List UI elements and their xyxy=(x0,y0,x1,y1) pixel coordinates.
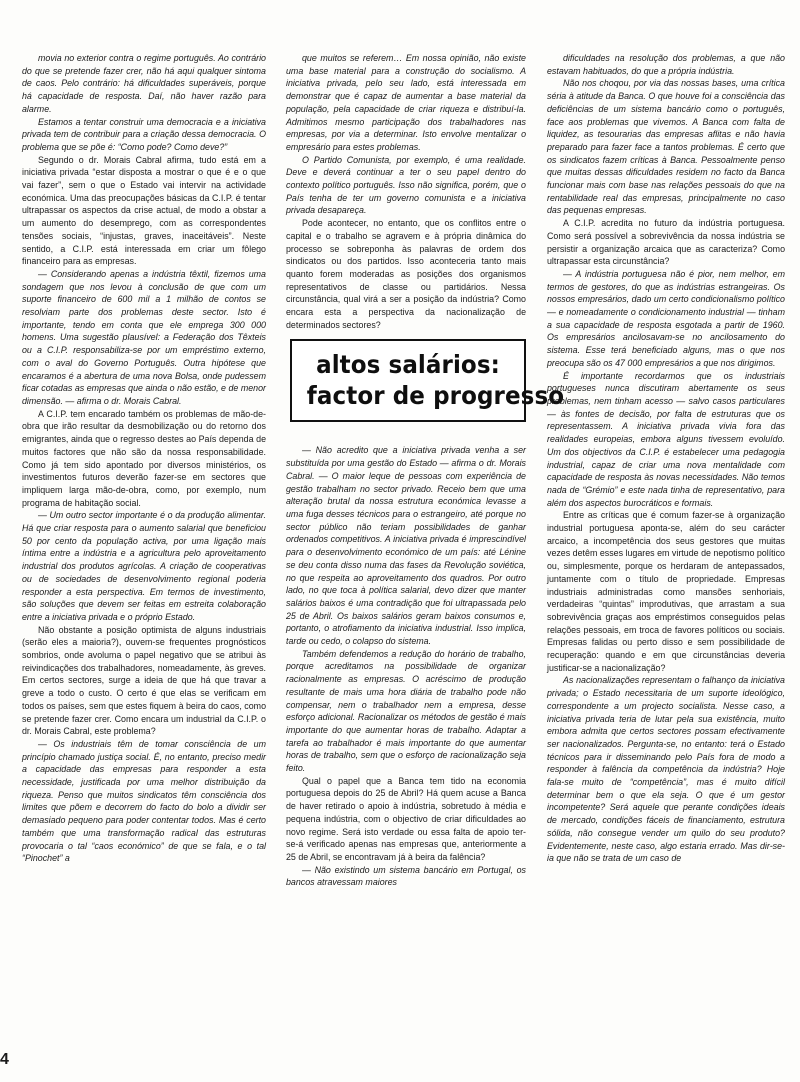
paragraph: — Um outro sector importante é o da produção alimentar. Há que criar resposta para o aumento salarial que beneficiou 50 por cento da população activa, por uma ligação mais íntima entre a indústria e a agricultura pelo aproveitamento industrial dos produtos agrícolas. A criação de cooperativas ou de sociedades de desenvolvimento regional poderia responder a esta perspectiva. Em termos de investimento, são soluções que devem ser feitas em estreita colaboração entre a iniciativa privada e o próprio Estado. xyxy=(22,510,266,622)
paragraph: — Não acredito que a iniciativa privada venha a ser substituída por uma gestão do Estado — afirma o dr. Morais Cabral. — O maior leque de pessoas com experiência de gestão trabalham no sector privado. Receio bem que uma alteração brutal da nossa estrutura económica levasse a uma fuga desses técnicos para o estrangeiro, até porque no sector público não teriam possibilidades de ganhar ordenados competitivos. A iniciativa privada é imprescindível para o desenvolvimento económico de um país: até Lénine se deu conta disso numa das fases da Revolução soviética, no que respeita ao aproveitamento dos quadros. Por outro lado, no que toca à política salarial, devo dizer que manter salários baixos é uma contradição que foi ultrapassada pelo 25 de Abril. Os baixos salários geram baixos consumos e, portanto, o atrofiamento da iniciativa industrial. Isso implica, tarde ou cedo, o colapso do sistema. xyxy=(286,445,526,647)
paragraph: dificuldades na resolução dos problemas, a que não estavam habituados, do que a própria indústria. xyxy=(547,53,785,76)
paragraph: — Considerando apenas a indústria têxtil, fizemos uma sondagem que nos levou à conclusão de que com um suporte financeiro de 600 mil a 1 milhão de contos se resolviam parte dos problemas deste sector. Isto é importante, tendo em conta que ele emprega 300 000 homens. Uma sugestão plausível: a Federação dos Têxteis ou a C.I.P. responsabiliza-se por um empréstimo externo, com o aval do Governo Português. Outra hipótese que encaramos é a abertura de uma nova Bolsa, onde pudessem ficar cotadas as empresas que ainda o não estão, e de menor dimensão. — afirma o dr. Morais Cabral. xyxy=(22,268,266,406)
paragraph: — Os industriais têm de tomar consciência de um princípio chamado justiça social. É, no entanto, preciso medir a capacidade das empresas para responder a esta necessidade, justificada por uma melhor distribuição da riqueza. Penso que muitos sindicatos têm consciência dos limites que põem e decorrem do facto do bolo a dividir ser demasiado pequeno para poder contentar todos. Mas é certo também que uma transformação radical das estruturas provocaria o tal “caos económico” de que se fala, e o tal “Pinochet” a xyxy=(22,738,266,864)
paragraph: Também defendemos a redução do horário de trabalho, porque acreditamos na possibilidade de organizar racionalmente as empresas. O acréscimo de produção resultante de mais uma hora diária de trabalho pode não compensar, nem o trabalhador nem a empresa, desse esforço adicional. Racionalizar os métodos de gestão é mais importante do que aumentar horas de trabalho. Adaptar a tarefa ao trabalhador é mais importante do que aumentar horas de trabalho, sem que o esforço de racionalização seja feito. xyxy=(286,648,526,774)
paragraph: — Não existindo um sistema bancário em Portugal, os bancos atravessam maiores xyxy=(286,864,526,888)
paragraph: O Partido Comunista, por exemplo, é uma realidade. Deve e deverá continuar a ter o seu papel dentro do contexto político português. Isso não significa, porém, que o País tenha de ter um governo comunista e a iniciativa privada desapareça. xyxy=(286,154,526,216)
article-column-3 xyxy=(547,52,785,1062)
headline-line-2: factor de progresso xyxy=(306,381,565,411)
paragraph: — A indústria portuguesa não é pior, nem melhor, em termos de gestores, do que as indústrias estrangeiras. Os nossos empresários, dado um certo condicionalismo político — e nomeadamente o condicionamento industrial — tinham a sua capacidade de resposta esgotada a partir de 1960. Os empresários ancilosavam-se no ancilosamento do sistema. Esse terá beneficiado alguns, mas o que nos preocupa são os 47 000 empresários a que nos dirigimos. xyxy=(547,268,785,368)
paragraph: É importante recordarmos que os industriais portugueses nunca discutiram abertamente os seus problemas, nem tinham acesso — salvo casos particulares — às fontes de decisão, por falta de estruturas que os representassem. A iniciativa privada vivia fora das realidades europeias, embora alguns tivessem evoluído. Um dos objectivos da C.I.P. é estabelecer uma pedagogia industrial, capaz de criar uma nova mentalidade com capacidade de resposta às novas necessidades. Não temos nada de “Grémio” e este nada tinha de representativo, para além dos aspectos burocráticos e formais. xyxy=(547,370,785,508)
page-number: 4 xyxy=(0,1051,9,1068)
paragraph: As nacionalizações representam o falhanço da iniciativa privada; o Estado necessitaria de um suporte ideológico, correspondente a um projecto socialista. Nesse caso, a iniciativa privada teria de lutar pela sua existência, muito embora admita que certos sectores possam efectivamente ser nacionalizados. Pergunta-se, no entanto: terá o Estado técnicos para ir disseminando pelo País fora de modo a responder à falência da competência da indústria? Hoje fala-se muito de “competência”, mas é muito difícil determinar bem o que ela seja. O que é um gestor incompetente? Será aquele que perante condições ideais de mercado, condições fáceis de financiamento, estrutura sólida, não consegue vender um quilo do seu produto? Evidentemente, neste caso, algo estaria errado. Mas dir-se-ia que não se trata de um caso de xyxy=(547,675,785,864)
paragraph: A C.I.P. acredita no futuro da indústria portuguesa. Como será possível a sobrevivência da nossa indústria se persistir a organização arcaica que as caracteriza? Como ultrapassar esta circunstância? xyxy=(547,218,785,267)
headline-box xyxy=(290,339,565,422)
paragraph: Não obstante a posição optimista de alguns industriais (serão eles a maioria?), ouvem-se frequentes prognósticos sombrios, onde avoluma o papel negativo que se atribui às reivindicações dos trabalhadores, nomeadamente, às greves. Em certos sectores, surge a ideia de que há que travar a greve a todo o custo. O certo é que elas se verificam em todos os países, sem que estes fiquem à beira do caos, como se pretende fazer crer. Como encara um industrial da C.I.P. o dr. Morais Cabral, este problema? xyxy=(22,624,266,737)
column-2-lower-text xyxy=(286,444,526,889)
paragraph: que muitos se referem… Em nossa opinião, não existe uma base material para a construção do socialismo. A iniciativa privada, pelo seu lado, está interessada em demonstrar que é capaz de aumentar a base material da população, pela capacidade de criar riqueza e distribuí-la. Admitimos mesmo participação dos trabalhadores nas empresas, por via a determinar. Isto envolve mentalizar o empresário para estes problemas. xyxy=(286,53,526,152)
article-column-1 xyxy=(22,52,266,1062)
article-column-2 xyxy=(286,52,565,1062)
paragraph: Estamos a tentar construir uma democracia e a iniciativa privada tem de contribuir para a criação dessa democracia. O problema que se põe é: “Como pode? Como deve?” xyxy=(22,116,266,152)
paragraph: Entre as críticas que é comum fazer-se à organização industrial portuguesa aponta-se, além do seu carácter arcaico, a incompetência dos seus gestores que muitas vezes detêm esses lugares em virtude de nepotismo político ou, simplesmente, porque os herdaram de antepassados, juntamente com o título de propriedade. Empresas industriais administradas como mansões senhoriais, verdadeiras “quintas” improdutivas, que arrastam a sua sobrevivência graças aos empréstimos conseguidos pelas relações pessoais, em troca de favores políticos ou sociais. Empresas falidas ou perto disso e sem possibilidade de recuperação: quando e em que circunstâncias deveria justificar-se a nacionalização? xyxy=(547,510,785,673)
paragraph: Segundo o dr. Morais Cabral afirma, tudo está em a iniciativa privada “estar disposta a mostrar o que é e o que vai fazer”, sem o que o Estado vai intervir na actividade económica. Uma das preocupações básicas da C.I.P. é tentar ultrapassar os aspectos da crise actual, de modo a obstar a um aumento do desemprego, com as correspondentes tensões sociais, “injustas, graves, inaceitáveis”. Neste sentido, a C.I.P. está interessada em criar um fôlego financeiro para as empresas. xyxy=(22,154,266,267)
paragraph: Não nos choqou, por via das nossas bases, uma crítica séria à atitude da Banca. O que houve foi a consciência das deficiências de um sistema bancário como o português, face aos problemas que vivemos. A Banca com falta de liquidez, as tesourarias das empresas aflitas e não havia preparado para fazer face a tantos problemas. É certo que os sindicatos fazem críticas à Banca. Pessoalmente penso que muitas dessas dificuldades residem no facto da Banca funcionar mais com base nas relações pessoais do que na rentabilidade real das empresas, principalmente no caso das pequenas empresas. xyxy=(547,78,785,216)
paragraph: Pode acontecer, no entanto, que os conflitos entre o capital e o trabalho se agravem e à própria dinâmica do processo se sobreponha às palavras de ordem dos sindicatos ou dos partidos. Isso aconteceria tanto mais quanto forem moderadas as posições dos organismos representativos de classe ou partidários. Nessa circunstância, qual virá a ser a posição da indústria? Como encara esta a perspectiva da nacionalização de determinados sectores? xyxy=(286,218,526,330)
column-2-upper-text xyxy=(286,52,526,331)
paragraph: Qual o papel que a Banca tem tido na economia portuguesa depois do 25 de Abril? Há quem acuse a Banca de haver retirado o apoio à indústria, sobretudo à média e pequena indústria, com o objectivo de criar dificuldades ao novo regime. Será isto verdade ou essa falta de apoio ter-se-á verificado apenas nas empresas que, anteriormente a 25 de Abril, se encontravam já à beira da falência? xyxy=(286,775,526,862)
paragraph: movia no exterior contra o regime português. Ao contrário do que se pretende fazer crer, não há aqui qualquer sintoma de caos. Pelo contrário: há dificuldades superáveis, porque há capacidade de resposta. Daí, não haver razão para alarme. xyxy=(22,53,266,114)
paragraph: A C.I.P. tem encarado também os problemas de mão-de-obra que irão resultar da desmobilização ou do retorno dos emigrantes, ainda que o regresso destes ao País dependa de muitos factores que não são da nossa responsabilidade. Como já tem sido apontado por diversos ministérios, os investimentos futuros deverão fazer-se em sectores que impliquem larga mão-de-obra, como, por exemplo, num programa de habitação social. xyxy=(22,408,266,508)
headline-line-1: altos salários: xyxy=(316,350,500,380)
